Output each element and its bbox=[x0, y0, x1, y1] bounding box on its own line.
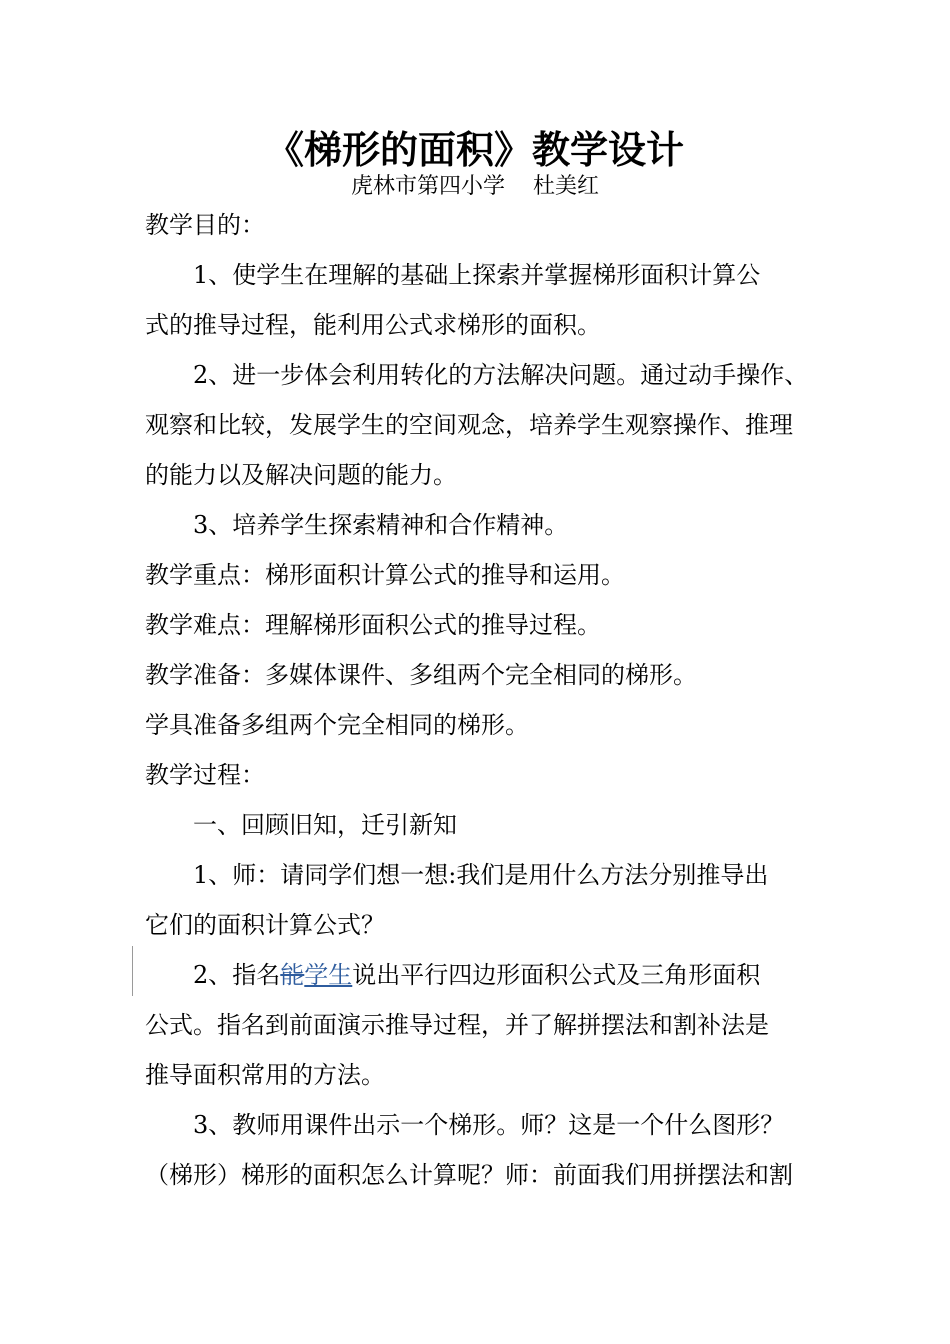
key-point-line: 教学重点：梯形面积计算公式的推导和运用。 bbox=[145, 561, 625, 589]
paragraph-line: 1、师：请同学们想一想:我们是用什么方法分别推导出 bbox=[193, 861, 769, 889]
paragraph-line: 观察和比较，发展学生的空间观念，培养学生观察操作、推理 bbox=[145, 411, 793, 439]
paragraph-line: 的能力以及解决问题的能力。 bbox=[145, 461, 457, 489]
revision-inserted-text[interactable]: 学生 bbox=[304, 961, 353, 989]
subsection-heading: 一、回顾旧知，迁引新知 bbox=[193, 811, 457, 839]
revision-text-after: 说出平行四边形面积公式及三角形面积 bbox=[352, 961, 761, 989]
paragraph-line: 3、培养学生探索精神和合作精神。 bbox=[193, 511, 569, 539]
paragraph-line: 3、教师用课件出示一个梯形。师？这是一个什么图形？ bbox=[193, 1111, 785, 1139]
revision-change-bar bbox=[132, 946, 133, 996]
section-heading-objectives: 教学目的： bbox=[145, 211, 265, 239]
paragraph-line-with-revision bbox=[193, 958, 760, 992]
revision-deleted-text[interactable]: 能 bbox=[280, 961, 305, 989]
paragraph-line: 1、使学生在理解的基础上探索并掌握梯形面积计算公 bbox=[193, 261, 761, 289]
section-heading-process: 教学过程： bbox=[145, 761, 265, 789]
paragraph-line: 它们的面积计算公式？ bbox=[145, 911, 385, 939]
revision-text-before: 2、指名 bbox=[193, 961, 281, 989]
paragraph-line: 2、进一步体会利用转化的方法解决问题。通过动手操作、 bbox=[193, 361, 809, 389]
difficulty-line: 教学难点：理解梯形面积公式的推导过程。 bbox=[145, 611, 601, 639]
document-subtitle: 虎林市第四小学 杜美红 bbox=[351, 174, 599, 199]
paragraph-line: 式的推导过程，能利用公式求梯形的面积。 bbox=[145, 311, 601, 339]
paragraph-line: 公式。指名到前面演示推导过程，并了解拼摆法和割补法是 bbox=[145, 1011, 769, 1039]
preparation-line: 教学准备：多媒体课件、多组两个完全相同的梯形。 bbox=[145, 661, 697, 689]
paragraph-line: 推导面积常用的方法。 bbox=[145, 1061, 385, 1089]
student-materials-line: 学具准备多组两个完全相同的梯形。 bbox=[145, 711, 529, 739]
paragraph-line: （梯形）梯形的面积怎么计算呢？师：前面我们用拼摆法和割 bbox=[145, 1161, 793, 1189]
document-title: 《梯形的面积》教学设计 bbox=[265, 127, 684, 172]
